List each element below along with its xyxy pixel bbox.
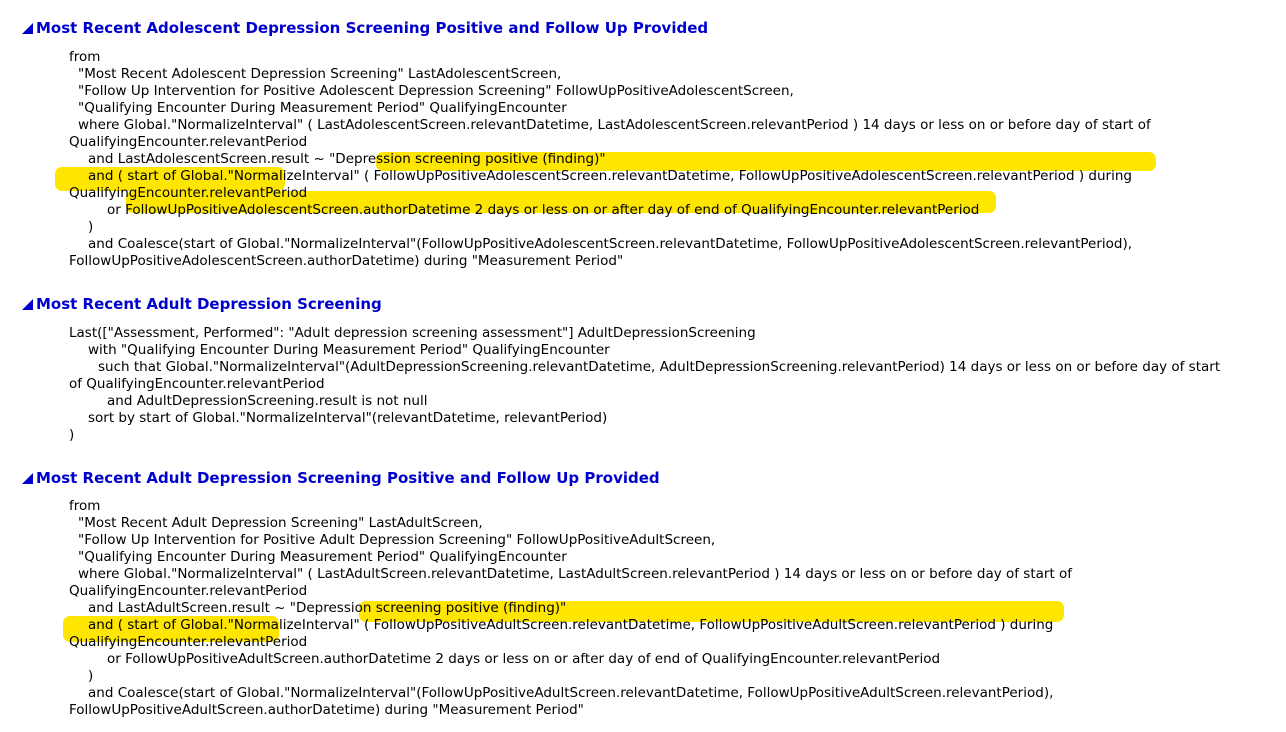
code-line: QualifyingEncounter.relevantPeriod xyxy=(69,134,308,150)
code-line: and AdultDepressionScreening.result is not null xyxy=(107,393,428,409)
triangle-expanded-icon[interactable] xyxy=(22,299,33,310)
section-title-1: Most Recent Adolescent Depression Screening Positive and Follow Up Provided xyxy=(36,19,709,37)
cql-block-1 xyxy=(69,49,1264,270)
triangle-expanded-icon[interactable] xyxy=(22,23,33,34)
cql-block-3 xyxy=(69,498,1264,719)
section-heading-3[interactable] xyxy=(22,467,660,489)
code-line: from xyxy=(69,498,101,514)
code-line: FollowUpPositiveAdolescentScreen.authorDatetime) during "Measurement Period" xyxy=(69,253,624,269)
code-line: and ( start of Global."NormalizeInterval" ( FollowUpPositiveAdolescentScreen.relevantDatetime, FollowUpPositiveAdolescentScreen.relevantPeriod ) during xyxy=(88,168,1132,184)
section-heading-1[interactable] xyxy=(22,17,708,39)
code-line: FollowUpPositiveAdultScreen.authorDatetime) during "Measurement Period" xyxy=(69,702,584,718)
code-line: ) xyxy=(88,668,94,684)
code-line: "Most Recent Adolescent Depression Screening" LastAdolescentScreen, xyxy=(78,66,562,82)
cql-block-2 xyxy=(69,325,1264,444)
code-line: ) xyxy=(69,427,75,443)
code-line: and Coalesce(start of Global."NormalizeInterval"(FollowUpPositiveAdolescentScreen.relevantDatetime, FollowUpPositiveAdolescentScreen.relevantPeriod), xyxy=(88,236,1133,252)
code-line: QualifyingEncounter.relevantPeriod xyxy=(69,185,308,201)
code-line: or FollowUpPositiveAdultScreen.authorDatetime 2 days or less on or after day of end of QualifyingEncounter.relevantPeriod xyxy=(107,651,941,667)
code-line: QualifyingEncounter.relevantPeriod xyxy=(69,583,308,599)
section-heading-2[interactable] xyxy=(22,293,382,315)
code-line: Last(["Assessment, Performed": "Adult depression screening assessment"] AdultDepressionScreening xyxy=(69,325,756,341)
code-line: sort by start of Global."NormalizeInterval"(relevantDatetime, relevantPeriod) xyxy=(88,410,608,426)
section-title-3: Most Recent Adult Depression Screening Positive and Follow Up Provided xyxy=(36,469,660,487)
code-line: with "Qualifying Encounter During Measurement Period" QualifyingEncounter xyxy=(88,342,610,358)
code-line: and ( start of Global."NormalizeInterval" ( FollowUpPositiveAdultScreen.relevantDatetime, FollowUpPositiveAdultScreen.relevantPeriod ) during xyxy=(88,617,1054,633)
code-line: from xyxy=(69,49,101,65)
code-line: "Qualifying Encounter During Measurement Period" QualifyingEncounter xyxy=(78,549,567,565)
code-line: "Qualifying Encounter During Measurement Period" QualifyingEncounter xyxy=(78,100,567,116)
code-line: "Follow Up Intervention for Positive Adult Depression Screening" FollowUpPositiveAdultScreen, xyxy=(78,532,716,548)
code-line: "Most Recent Adult Depression Screening" LastAdultScreen, xyxy=(78,515,483,531)
code-line: and Coalesce(start of Global."NormalizeInterval"(FollowUpPositiveAdultScreen.relevantDatetime, FollowUpPositiveAdultScreen.relevantPeriod), xyxy=(88,685,1054,701)
code-line: "Follow Up Intervention for Positive Adolescent Depression Screening" FollowUpPositiveAdolescentScreen, xyxy=(78,83,794,99)
code-line: or FollowUpPositiveAdolescentScreen.authorDatetime 2 days or less on or after day of end of QualifyingEncounter.relevantPeriod xyxy=(107,202,980,218)
code-line: of QualifyingEncounter.relevantPeriod xyxy=(69,376,325,392)
code-line: and LastAdolescentScreen.result ~ "Depression screening positive (finding)" xyxy=(88,151,606,167)
code-line: where Global."NormalizeInterval" ( LastAdolescentScreen.relevantDatetime, LastAdolescentScreen.relevantPeriod ) 14 days or less on or before day of start of xyxy=(78,117,1151,133)
code-line: and LastAdultScreen.result ~ "Depression screening positive (finding)" xyxy=(88,600,567,616)
code-line: ) xyxy=(88,219,94,235)
code-line: where Global."NormalizeInterval" ( LastAdultScreen.relevantDatetime, LastAdultScreen.relevantPeriod ) 14 days or less on or before day of start of xyxy=(78,566,1073,582)
code-line: such that Global."NormalizeInterval"(AdultDepressionScreening.relevantDatetime, AdultDepressionScreening.relevantPeriod) 14 days or less on or before day of start xyxy=(98,359,1221,375)
section-title-2: Most Recent Adult Depression Screening xyxy=(36,295,382,313)
triangle-expanded-icon[interactable] xyxy=(22,473,33,484)
code-line: QualifyingEncounter.relevantPeriod xyxy=(69,634,308,650)
